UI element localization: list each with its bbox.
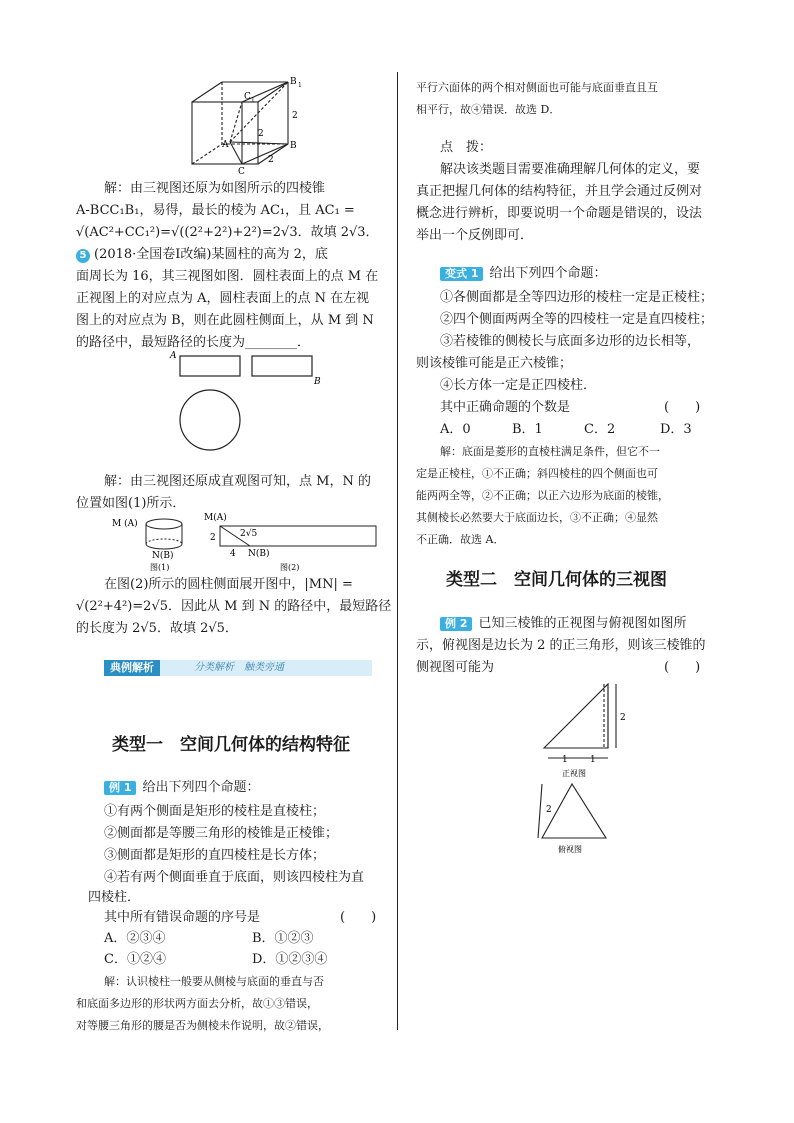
var1-item-2: ②四个侧面两两全等的四棱柱一定是直四棱柱； — [440, 312, 714, 327]
caption-fig2: 图(2) — [280, 563, 300, 572]
sol1-line3: √(AC²+CC₁²)=√((2²+2²)+2²)=2√3．故填 2√3． — [76, 225, 379, 240]
ex2-badge: 例 2 — [440, 617, 472, 631]
var1-badge: 变式 1 — [440, 267, 483, 281]
label-b1-sub: 1 — [298, 82, 302, 89]
ex1-sol-line2: 和底面多边形的形状两方面去分析，故①③错误， — [76, 997, 318, 1010]
label-c: C — [238, 167, 245, 177]
sol5-line3: 在图(2)所示的圆柱侧面展开图中，|MN| = — [104, 577, 353, 592]
ex1-option-c: C．①②④ — [104, 952, 166, 967]
cont-line2: 相平行，故④错误．故选 D． — [416, 103, 561, 116]
ex1-option-a: A．②③④ — [104, 931, 166, 946]
var1-option-a: A．0 — [440, 422, 471, 437]
ex1-question: 其中所有错误命题的序号是 — [104, 910, 261, 925]
var1-item-3-cont: 则该棱锥可能是正六棱锥； — [416, 356, 573, 371]
label-b1: B — [290, 77, 297, 87]
sol5-line2: 位置如图(1)所示． — [76, 496, 186, 511]
label-root: 2√5 — [240, 529, 258, 539]
sol5-line4: √(2²+4²)=2√5．因此从 M 到 N 的路径中，最短路径 — [76, 599, 392, 614]
caption-front-view: 正视图 — [562, 769, 586, 778]
ex1-paren: ( ) — [340, 910, 377, 925]
ex2-line1: 例 2 已知三棱锥的正视图与俯视图如图所 — [440, 614, 687, 634]
label-one-b: 1 — [590, 755, 596, 765]
label-nb2: N(B) — [248, 549, 270, 559]
var1-sol-line1: 解：底面是菱形的直棱柱满足条件，但它不一 — [440, 445, 660, 458]
label-ma: M (A) — [112, 519, 138, 529]
label-b: B — [290, 141, 297, 151]
label-c1: C — [244, 92, 251, 102]
q5-line4: 图上的对应点为 B，则在此圆柱侧面上，从 M 到 N — [76, 313, 374, 328]
var1-item-1: ①各侧面都是全等四边形的棱柱一定是正棱柱； — [440, 290, 714, 305]
ex1-sol-line1: 解：认识棱柱一般要从侧棱与底面的垂直与否 — [104, 975, 324, 988]
tip-line4: 举出一个反例即可． — [416, 228, 534, 243]
var1-paren: ( ) — [664, 400, 701, 415]
type2-heading: 类型二 空间几何体的三视图 — [446, 570, 667, 590]
cube-figure — [182, 74, 312, 178]
label-two-a: 2 — [292, 111, 298, 121]
ex1-badge: 例 1 — [104, 781, 136, 795]
label-four: 4 — [230, 549, 236, 559]
type1-heading: 类型一 空间几何体的结构特征 — [112, 735, 350, 755]
q5-line5: 的路径中，最短路径的长度为________． — [76, 335, 311, 350]
sol5-line5: 的长度为 2√5．故填 2√5． — [76, 621, 238, 636]
caption-fig1: 图(1) — [150, 563, 170, 572]
var1-item-4: ④长方体一定是正四棱柱． — [440, 378, 597, 393]
caption-top-view: 俯视图 — [558, 845, 582, 854]
section-bar — [104, 660, 372, 676]
q5-number: 5 — [76, 249, 90, 263]
cylinder-views-figure — [166, 350, 326, 454]
ex1-item-4: ④若有两个侧面垂直于底面，则该四棱柱为直 — [104, 870, 365, 885]
label-point-a: A — [170, 351, 177, 361]
tip-line1: 解决该类题目需要准确理解几何体的定义，要 — [440, 162, 701, 177]
label-height-two: 2 — [620, 713, 626, 723]
tip-title: 点 拨： — [440, 140, 493, 155]
sol5-line1: 解：由三视图还原成直观图可知，点 M，N 的 — [104, 474, 371, 489]
label-c1-sub: 1 — [251, 97, 255, 104]
ex2-paren: ( ) — [664, 660, 701, 675]
label-nb: N(B) — [152, 551, 174, 561]
tip-line3: 概念进行辨析，即要说明一个命题是错误的，设法 — [416, 206, 703, 221]
ex1-item-3: ③侧面都是矩形的直四棱柱是长方体； — [104, 848, 326, 863]
var1-intro: 变式 1 给出下列四个命题： — [440, 264, 607, 284]
ex1-option-d: D．①②③④ — [252, 952, 328, 967]
var1-sol-line3: 能两两全等，②不正确；以正六边形为底面的棱锥， — [416, 489, 669, 502]
ex1-item-4-cont: 四棱柱． — [88, 890, 141, 905]
var1-option-c: C．2 — [584, 422, 616, 437]
label-two-b: 2 — [258, 129, 264, 139]
var1-item-3: ③若棱锥的侧棱长与底面多边形的边长相等， — [440, 334, 701, 349]
ex1-intro: 例 1 给出下列四个命题： — [104, 778, 260, 798]
var1-option-b: B．1 — [512, 422, 543, 437]
label-side-two: 2 — [546, 805, 552, 815]
var1-option-d: D．3 — [660, 422, 692, 437]
label-two: 2 — [210, 533, 216, 543]
sol1-line1: 解：由三视图还原为如图所示的四棱锥 — [104, 181, 326, 196]
q5-line2: 面周长为 16，其三视图如图．圆柱表面上的点 M 在 — [76, 269, 379, 284]
ex1-option-b: B．①②③ — [252, 931, 314, 946]
section-bar-sub: 分类解析 触类旁通 — [194, 662, 284, 673]
tip-line2: 真正把握几何体的结构特征，并且学会通过反例对 — [416, 184, 703, 199]
ex1-item-1: ①有两个侧面是矩形的棱柱是直棱柱； — [104, 804, 326, 819]
label-a: A — [222, 140, 229, 150]
var1-question: 其中正确命题的个数是 — [440, 400, 571, 415]
q5-line1: 5 (2018·全国卷Ⅰ改编)某圆柱的高为 2，底 — [76, 245, 328, 265]
var1-sol-line5: 不正确．故选 A． — [416, 533, 505, 546]
ex1-item-2: ②侧面都是等腰三角形的棱锥是正棱锥； — [104, 826, 339, 841]
ex2-line2: 示，俯视图是边长为 2 的正三角形，则该三棱锥的 — [416, 638, 706, 653]
sol1-line2: A-BCC₁B₁，易得，最长的棱为 AC₁，且 AC₁ = — [76, 203, 355, 218]
var1-sol-line2: 定是正棱柱，①不正确；斜四棱柱的四个侧面也可 — [416, 467, 658, 480]
var1-sol-line4: 其侧棱长必然要大于底面边长，③不正确；④显然 — [416, 511, 658, 524]
ex2-line3: 侧视图可能为 — [416, 660, 495, 675]
q5-line3: 正视图上的对应点为 A，圆柱表面上的点 N 在左视 — [76, 291, 370, 306]
label-two-c: 2 — [268, 155, 274, 165]
section-bar-label: 典例解析 — [104, 660, 160, 676]
ex1-sol-line3: 对等腰三角形的腰是否为侧棱未作说明，故②错误， — [76, 1019, 329, 1032]
three-views-figure — [534, 680, 654, 856]
label-one-a: 1 — [562, 755, 568, 765]
cont-line1: 平行六面体的两个相对侧面也可能与底面垂直且互 — [416, 81, 658, 94]
cylinder-unfold-figure — [110, 512, 380, 572]
column-divider — [397, 72, 398, 1030]
label-ma2: M(A) — [204, 513, 227, 523]
label-point-b: B — [314, 377, 321, 387]
